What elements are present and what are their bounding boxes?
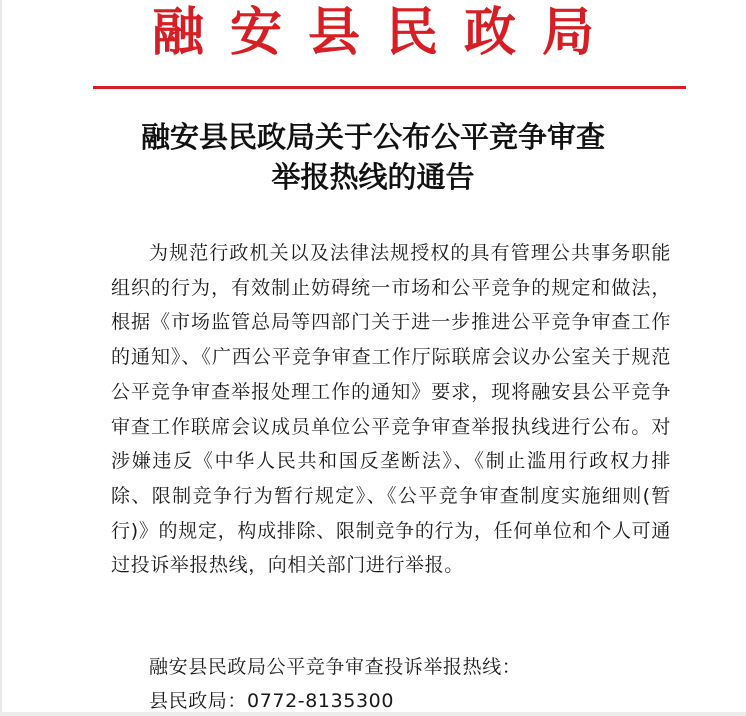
agency-masthead: 融安县民政局 [151, 2, 620, 63]
masthead-red-rule [93, 86, 686, 89]
notice-body-paragraph: 为规范行政机关以及法律法规授权的具有管理公共事务职能组织的行为，有效制止妨碍统一市场和公平竞争的规定和做法，根据《市场监管总局等四部门关于进一步推进公平竞争审查工作的通知》、《广西公平竞争审查工作厅际联席会议办公室关于规范公平竞争审查举报处理工作的通知》要求，现将融安县公平竞争审查工作联席会议成员单位公平竞争审查举报执线进行公布。对涉嫌违反《中华人民共和国反垄断法》、《制止滥用行政权力排除、限制竞争行为暂行规定》、《公平竞争审查制度实施细则(暂行)》的规定，构成排除、限制竞争的行为，任何单位和个人可通过投诉举报热线，向相关部门进行举报。 [111, 242, 671, 577]
notice-title-line-1: 融安县民政局关于公布公平竞争审查 [140, 120, 605, 154]
page-edge [0, 0, 2, 716]
page-bottom-edge [0, 712, 746, 716]
notice-title [0, 117, 746, 197]
notice-title-line-2: 举报热线的通告 [271, 160, 475, 194]
hotline-entry: 县民政局：0772-8135300 [149, 690, 395, 712]
hotline-heading: 融安县民政局公平竞争审查投诉举报热线： [149, 656, 522, 678]
